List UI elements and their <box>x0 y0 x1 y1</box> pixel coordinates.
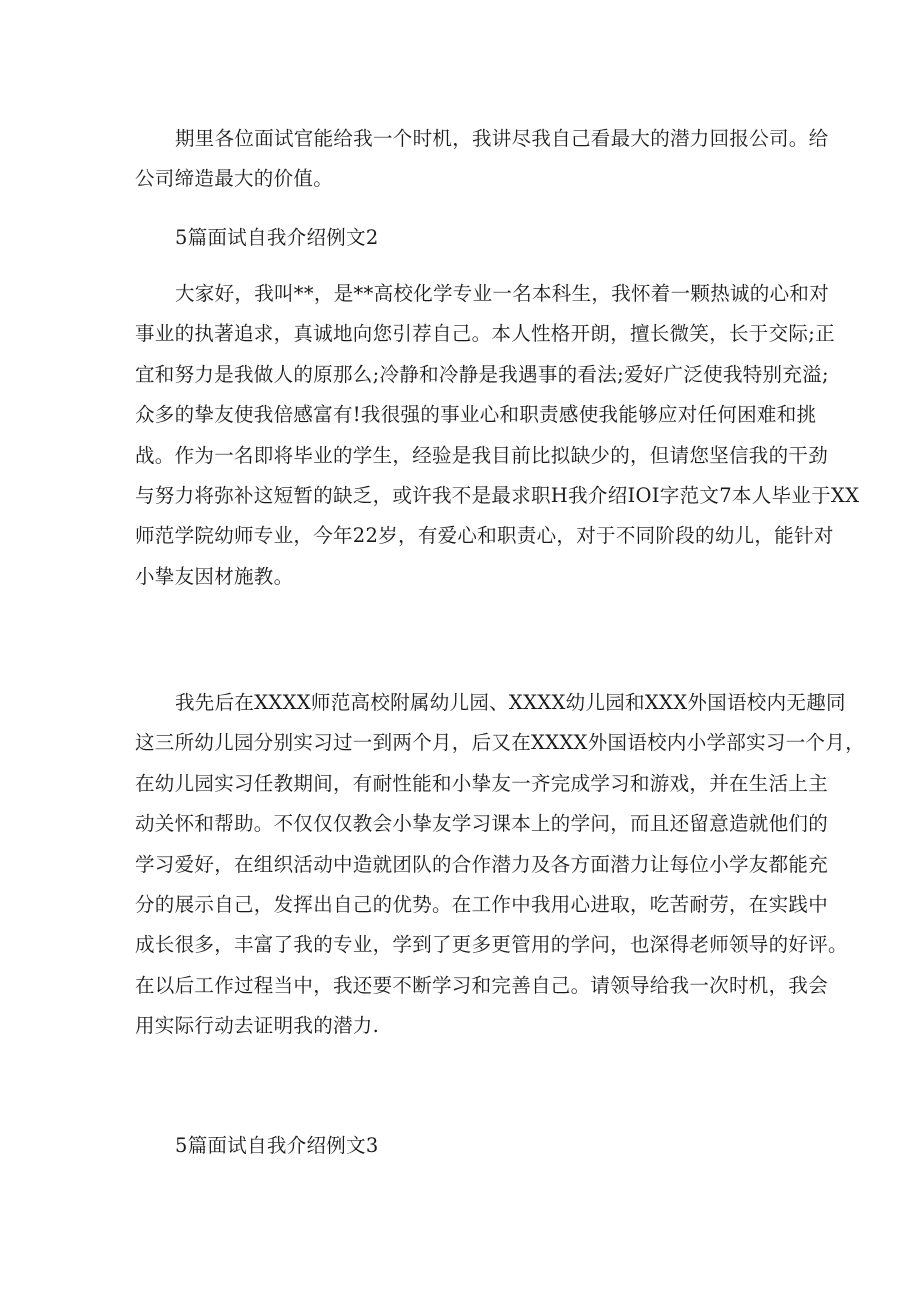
paragraph-2 <box>135 274 860 597</box>
paragraph-line: 我先后在XXXX师范高校附属幼儿园、XXXX幼儿园和XXX外国语校内无趣同 <box>175 691 846 714</box>
paragraph-line: 众多的挚友使我倍感富有!我很强的事业心和职责感使我能够应对任何困难和挑 <box>135 403 817 427</box>
paragraph-line: 公司缔造最大的价值。 <box>135 167 334 191</box>
paragraph-line: 在以后工作过程当中，我还要不断学习和完善自己。请领导给我一次时机，我会 <box>135 973 829 997</box>
paragraph-line: 与努力将弥补这短暂的缺乏，或许我不是最求职H我介绍IOI字范文7本人毕业于XX <box>135 484 860 508</box>
paragraph-line: 用实际行动去证明我的潜力. <box>135 1014 380 1038</box>
paragraph-line: 这三所幼儿园分别实习过一到两个月，后又在XXXX外国语校内小学部实习一个月， <box>135 731 865 755</box>
paragraph-line: 在幼儿园实习任教期间，有耐性能和小挚友一齐完成学习和游戏，并在生活上主 <box>135 771 829 795</box>
paragraph-line: 动关怀和帮助。不仅仅仅教会小挚友学习课本上的学问，而且还留意造就他们的 <box>135 812 829 836</box>
paragraph-line: 小挚友因材施教。 <box>135 564 294 588</box>
paragraph-line: 成长很多，丰富了我的专业，学到了更多更管用的学问，也深得老师领导的好评。 <box>135 933 848 957</box>
paragraph-line: 分的展示自己，发挥出自己的优势。在工作中我用心进取，吃苦耐劳，在实践中 <box>135 893 829 917</box>
paragraph-line: 期里各位面试官能给我一个时机，我讲尽我自己看最大的潜力回报公司。给 <box>175 127 829 150</box>
section-heading-3: 5篇面试自我介绍例文3 <box>175 1134 379 1157</box>
paragraph-line: 师范学院幼师专业，今年22岁，有爱心和职责心，对于不同阶段的幼儿，能针对 <box>135 524 834 548</box>
paragraph-1 <box>135 119 829 200</box>
paragraph-3 <box>135 683 865 1047</box>
paragraph-line: 大家好，我叫**，是**高校化学专业一名本科生，我怀着一颗热诚的心和对 <box>175 282 830 305</box>
paragraph-line: 学习爱好，在组织活动中造就团队的合作潜力及各方面潜力让每位小学友都能充 <box>135 852 829 876</box>
paragraph-line: 战。作为一名即将毕业的学生，经验是我目前比拟缺少的，但请您坚信我的干劲 <box>135 443 829 467</box>
paragraph-line: 宜和努力是我做人的原那么;冷静和冷静是我遇事的看法;爱好广泛使我特别充溢; <box>135 362 829 386</box>
paragraph-line: 事业的执著追求，真诚地向您引荐自己。本人性格开朗，擅长微笑，长于交际;正 <box>135 322 835 346</box>
section-heading-2: 5篇面试自我介绍例文2 <box>175 226 379 249</box>
